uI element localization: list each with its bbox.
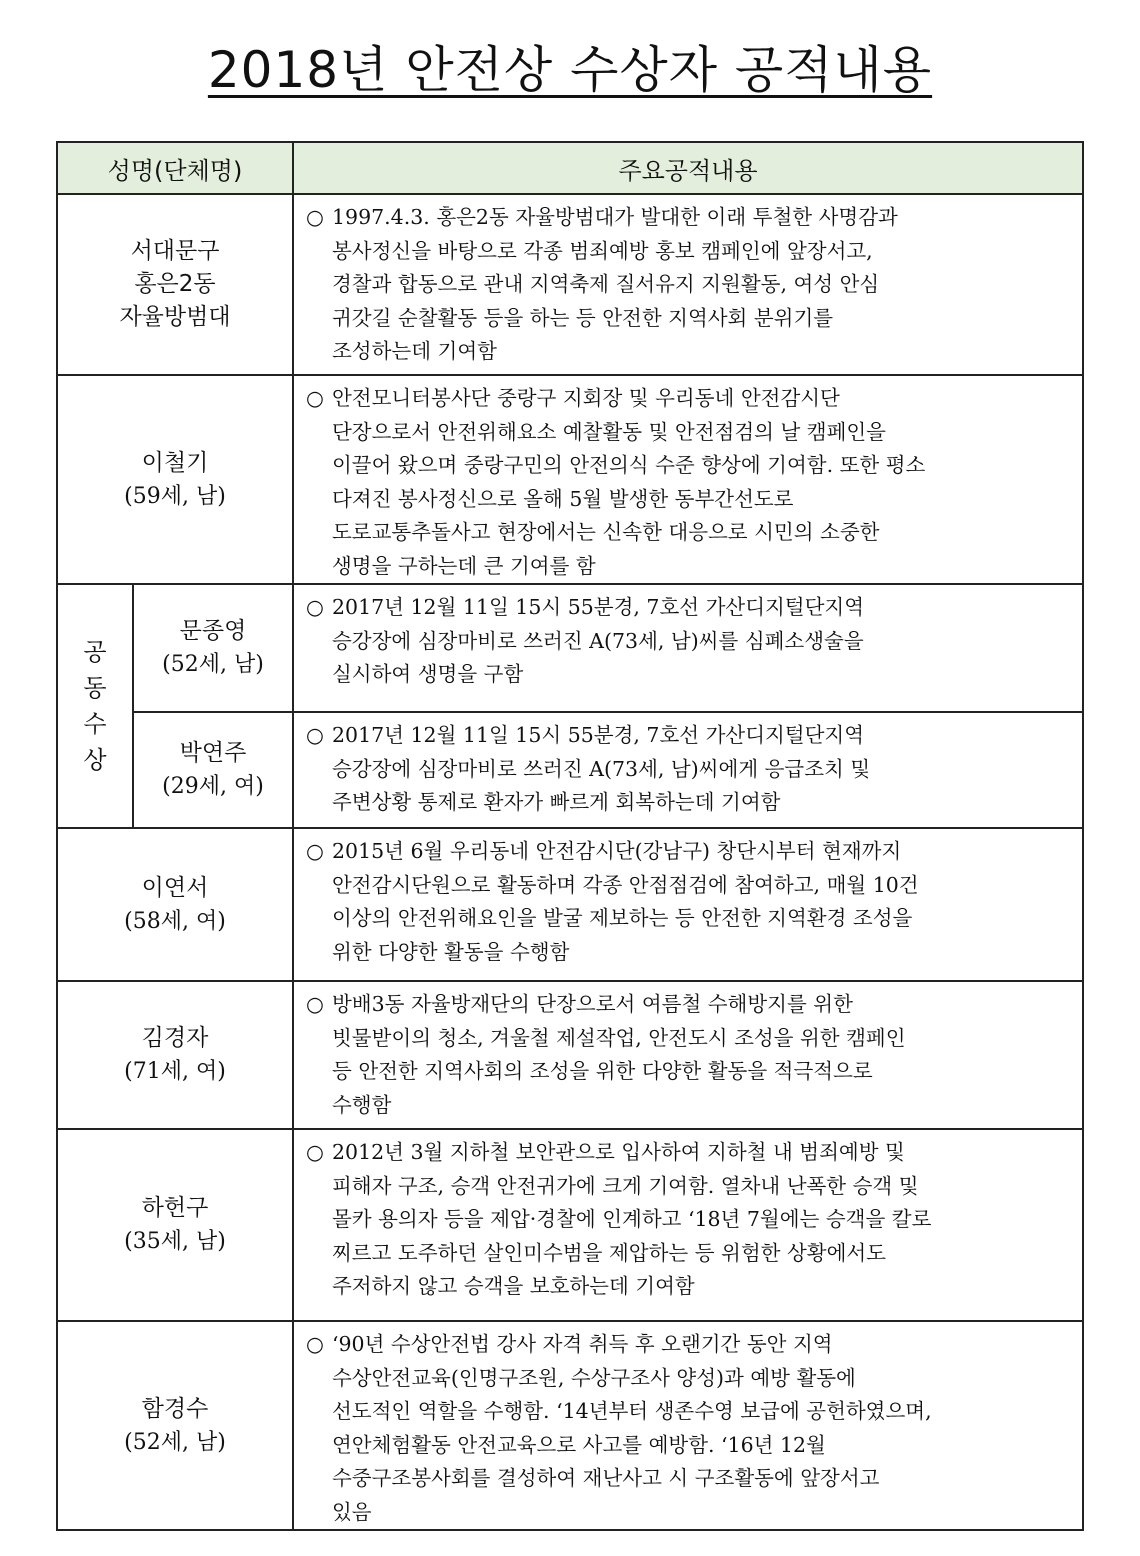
merit-text-line: 도로교통추돌사고 현장에서는 신속한 대응으로 시민의 소중한 xyxy=(332,520,880,544)
awardee-name-cell xyxy=(57,981,293,1129)
awardee-age: (35세, 남) xyxy=(124,1229,226,1254)
bullet-circle-icon: ○ xyxy=(306,386,324,410)
bullet-circle-icon: ○ xyxy=(306,723,324,747)
joint-award-char: 공 xyxy=(83,638,107,666)
table-row xyxy=(57,584,1083,712)
merit-content-cell xyxy=(293,712,1083,828)
table-row xyxy=(57,981,1083,1129)
awardee-name-cell xyxy=(133,712,293,828)
awardee-age: (58세, 여) xyxy=(124,908,226,934)
merit-text-line: 방배3동 자율방재단의 단장으로서 여름철 수해방지를 위한 xyxy=(332,992,853,1016)
merit-text-line: 다져진 봉사정신으로 올해 5월 발생한 동부간선도로 xyxy=(332,486,794,511)
table-row xyxy=(57,712,1083,828)
merit-text-line: 안전감시단원으로 활동하며 각종 안점점검에 참여하고, 매월 10건 xyxy=(332,872,919,897)
awardee-age: (71세, 여) xyxy=(124,1059,226,1084)
header-name: 성명(단체명) xyxy=(57,142,293,194)
merit-text-line: 봉사정신을 바탕으로 각종 범죄예방 홍보 캠페인에 앞장서고, xyxy=(332,238,873,263)
merit-text-line: 안전모니터봉사단 중랑구 지회장 및 우리동네 안전감시단 xyxy=(332,386,840,410)
merit-text-line: 조성하는데 기여함 xyxy=(332,339,497,363)
page-title: 2018년 안전상 수상자 공적내용 xyxy=(207,41,933,99)
awardee-name: 홍은2동 xyxy=(134,271,216,297)
awardee-name: 하헌구 xyxy=(141,1195,209,1221)
merit-text-line: 수상안전교육(인명구조원, 수상구조사 양성)과 예방 활동에 xyxy=(332,1365,856,1390)
awardee-age: (52세, 남) xyxy=(124,1429,226,1455)
merit-content-cell xyxy=(293,194,1083,375)
awardee-name: 김경자 xyxy=(141,1025,209,1051)
merit-text-line: 단장으로서 안전위해요소 예찰활동 및 안전점검의 날 캠페인을 xyxy=(332,419,886,444)
merit-text-line: 주변상황 통제로 환자가 빠르게 회복하는데 기여함 xyxy=(332,790,781,814)
merit-text-line: 주저하지 않고 승객을 보호하는데 기여함 xyxy=(332,1274,695,1298)
merit-text-line: 2015년 6월 우리동네 안전감시단(강남구) 창단시부터 현재까지 xyxy=(332,839,902,863)
awardee-age: (29세, 여) xyxy=(162,774,264,799)
awardee-name: 이연서 xyxy=(141,874,209,901)
awardee-age: (59세, 남) xyxy=(124,483,226,509)
awardee-name: 문종영 xyxy=(179,618,247,644)
merit-text-line: 생명을 구하는데 큰 기여를 함 xyxy=(332,553,596,578)
header-row xyxy=(57,142,1083,194)
merit-content-cell xyxy=(293,828,1083,981)
merit-text-line: 2012년 3월 지하철 보안관으로 입사하여 지하철 내 범죄예방 및 xyxy=(332,1140,905,1164)
merit-text-line: 귀갓길 순찰활동 등을 하는 등 안전한 지역사회 분위기를 xyxy=(332,305,834,330)
merit-text-line: 찌르고 도주하던 살인미수범을 제압하는 등 위험한 상황에서도 xyxy=(332,1240,886,1265)
joint-award-label xyxy=(57,584,133,828)
merit-text-line: 빗물받이의 청소, 겨울철 제설작업, 안전도시 조성을 위한 캠페인 xyxy=(332,1025,906,1050)
joint-award-char: 상 xyxy=(83,746,107,774)
merit-content-cell xyxy=(293,584,1083,712)
merit-content-cell xyxy=(293,1129,1083,1321)
awardee-name: 자율방범대 xyxy=(119,304,231,330)
awardee-name-cell xyxy=(57,1129,293,1321)
merit-content-cell xyxy=(293,981,1083,1129)
merit-text-line: 2017년 12월 11일 15시 55분경, 7호선 가산디지털단지역 xyxy=(332,723,865,747)
merit-text-line: 몰카 용의자 등을 제압·경찰에 인계하고 ‘18년 7월에는 승객을 칼로 xyxy=(332,1207,932,1231)
merit-text-line: 실시하여 생명을 구함 xyxy=(332,662,524,686)
merit-text-line: 있음 xyxy=(332,1499,372,1524)
merit-text-line: 선도적인 역할을 수행함. ‘14년부터 생존수영 보급에 공헌하였으며, xyxy=(332,1399,932,1423)
merit-text-line: 수중구조봉사회를 결성하여 재난사고 시 구조활동에 앞장서고 xyxy=(332,1466,880,1490)
merit-text-line: 이상의 안전위해요인을 발굴 제보하는 등 안전한 지역환경 조성을 xyxy=(332,906,913,930)
merit-text-line: 승강장에 심장마비로 쓰러진 A(73세, 남)씨에게 응급조치 및 xyxy=(332,756,871,781)
bullet-circle-icon: ○ xyxy=(306,205,324,229)
merit-content-cell xyxy=(293,375,1083,584)
award-table xyxy=(56,141,1084,1531)
merit-text-line: 등 안전한 지역사회의 조성을 위한 다양한 활동을 적극적으로 xyxy=(332,1059,873,1083)
awardee-name: 함경수 xyxy=(141,1395,209,1422)
merit-text-line: 경찰과 합동으로 관내 지역축제 질서유지 지원활동, 여성 안심 xyxy=(332,272,880,296)
joint-award-char: 동 xyxy=(83,674,107,702)
awardee-name-cell xyxy=(57,375,293,584)
awardee-name-cell xyxy=(57,194,293,375)
header-content: 주요공적내용 xyxy=(293,142,1083,194)
merit-text-line: ‘90년 수상안전법 강사 자격 취득 후 오랜기간 동안 지역 xyxy=(332,1332,833,1356)
awardee-name-cell xyxy=(57,828,293,981)
table-row xyxy=(57,828,1083,981)
awardee-name: 박연주 xyxy=(179,740,247,766)
merit-text-line: 피해자 구조, 승객 안전귀가에 크게 기여함. 열차내 난폭한 승객 및 xyxy=(332,1173,919,1198)
bullet-circle-icon: ○ xyxy=(306,839,324,863)
bullet-circle-icon: ○ xyxy=(306,1332,324,1356)
bullet-circle-icon: ○ xyxy=(306,595,324,619)
awardee-name: 이철기 xyxy=(141,449,209,476)
table-row xyxy=(57,375,1083,584)
awardee-name: 서대문구 xyxy=(130,238,220,264)
merit-text-line: 2017년 12월 11일 15시 55분경, 7호선 가산디지털단지역 xyxy=(332,595,865,619)
merit-text-line: 1997.4.3. 홍은2동 자율방범대가 발대한 이래 투철한 사명감과 xyxy=(332,205,898,229)
awardee-name-cell xyxy=(133,584,293,712)
awardee-age: (52세, 남) xyxy=(162,652,264,677)
bullet-circle-icon: ○ xyxy=(306,1140,324,1164)
table-row xyxy=(57,1321,1083,1530)
merit-text-line: 이끌어 왔으며 중랑구민의 안전의식 수준 향상에 기여함. 또한 평소 xyxy=(332,453,926,477)
merit-text-line: 연안체험활동 안전교육으로 사고를 예방함. ‘16년 12월 xyxy=(332,1432,826,1457)
merit-text-line: 수행함 xyxy=(332,1092,392,1117)
merit-content-cell xyxy=(293,1321,1083,1530)
merit-text-line: 위한 다양한 활동을 수행함 xyxy=(332,939,570,964)
table-row xyxy=(57,1129,1083,1321)
table-row xyxy=(57,194,1083,375)
merit-text-line: 승강장에 심장마비로 쓰러진 A(73세, 남)씨를 심폐소생술을 xyxy=(332,628,864,653)
bullet-circle-icon: ○ xyxy=(306,992,324,1016)
joint-award-char: 수 xyxy=(83,710,107,738)
awardee-name-cell xyxy=(57,1321,293,1530)
